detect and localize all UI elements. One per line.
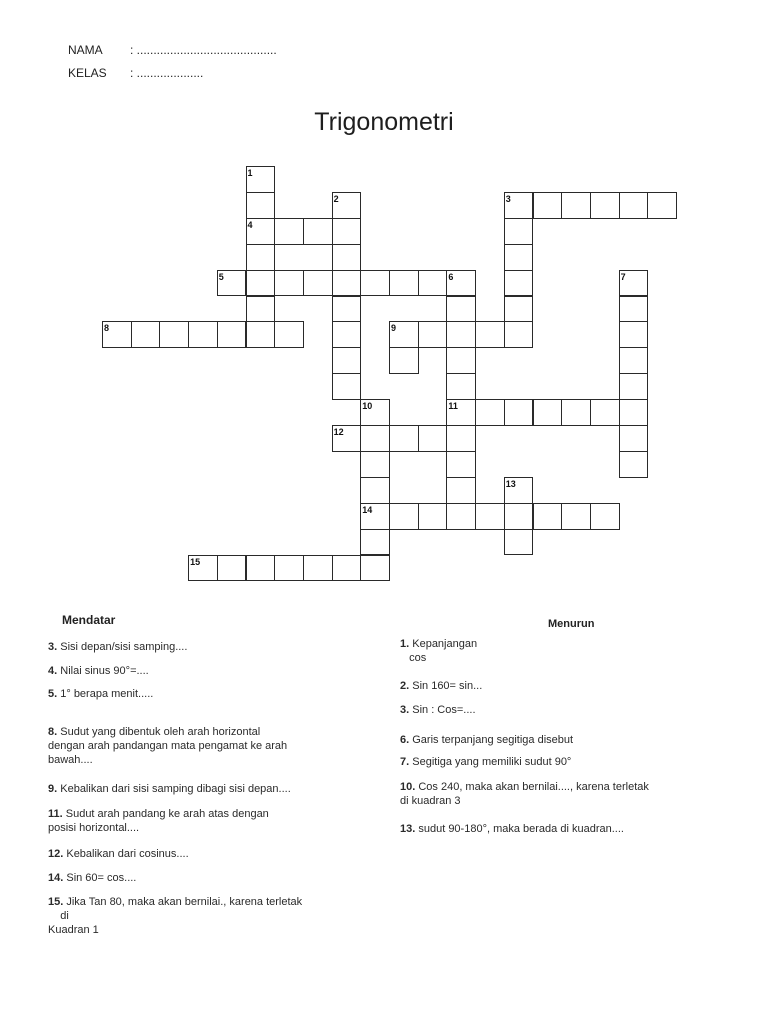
clue-number: 4. [48, 665, 58, 677]
clue-number-6: 6 [448, 271, 454, 282]
clue-text: Sin : Cos=.... [409, 704, 476, 716]
crossword-cell[interactable] [418, 321, 448, 348]
clue-text: Sisi depan/sisi samping.... [57, 641, 188, 653]
crossword-cell[interactable] [303, 555, 333, 582]
clue-text: Sudut yang dibentuk oleh arah horizontal [57, 726, 261, 738]
crossword-cell[interactable] [504, 218, 534, 245]
clue-number: 13. [400, 823, 416, 835]
crossword-cell[interactable] [159, 321, 189, 348]
crossword-cell[interactable] [360, 270, 390, 297]
crossword-cell[interactable] [619, 425, 649, 452]
crossword-cell[interactable] [188, 321, 218, 348]
crossword-cell[interactable] [303, 218, 333, 245]
menurun-clue [400, 733, 573, 747]
crossword-cell[interactable] [446, 296, 476, 323]
clue-number-15: 15 [190, 556, 201, 567]
menurun-clue [400, 822, 624, 836]
crossword-cell[interactable] [246, 244, 276, 271]
crossword-cell[interactable] [418, 503, 448, 530]
clue-text: Nilai sinus 90°=.... [57, 665, 149, 677]
crossword-cell[interactable] [561, 503, 591, 530]
clue-number: 11. [48, 808, 63, 820]
clue-number: 5. [48, 688, 58, 700]
crossword-cell[interactable] [504, 399, 534, 426]
clue-number: 3. [48, 641, 58, 653]
clue-text: Segitiga yang memiliki sudut 90° [409, 756, 572, 768]
clue-text-continued: posisi horizontal.... [48, 822, 140, 834]
clue-text: Kebalikan dari cosinus.... [63, 848, 189, 860]
clue-text: sudut 90-180°, maka berada di kuadran.... [415, 823, 624, 835]
crossword-cell[interactable] [274, 270, 304, 297]
mendatar-clue [48, 871, 136, 885]
crossword-cell[interactable] [561, 399, 591, 426]
clue-number-8: 8 [104, 323, 110, 334]
crossword-cell[interactable] [504, 244, 534, 271]
crossword-cell[interactable] [446, 373, 476, 400]
crossword-cell[interactable] [389, 425, 419, 452]
crossword-cell[interactable] [590, 192, 620, 219]
clue-text-continued: dengan arah pandangan mata pengamat ke arah bawah.... [48, 740, 288, 766]
crossword-cell[interactable] [475, 503, 505, 530]
crossword-cell[interactable] [504, 296, 534, 323]
crossword-cell[interactable] [504, 270, 534, 297]
clue-number: 2. [400, 680, 410, 692]
crossword-cell[interactable] [619, 373, 649, 400]
crossword-cell[interactable] [561, 192, 591, 219]
crossword-cell[interactable] [217, 555, 247, 582]
menurun-clue [400, 679, 482, 693]
crossword-cell[interactable] [533, 399, 563, 426]
mendatar-clue [48, 640, 187, 654]
crossword-cell[interactable] [446, 477, 476, 504]
clue-number: 7. [400, 756, 410, 768]
clue-number: 12. [48, 848, 64, 860]
crossword-cell[interactable] [418, 425, 448, 452]
crossword-cell[interactable] [619, 192, 649, 219]
nama-label: NAMA [68, 43, 103, 57]
crossword-cell[interactable] [446, 425, 476, 452]
crossword-cell[interactable] [619, 451, 649, 478]
clue-number-14: 14 [362, 504, 373, 515]
crossword-cell[interactable] [360, 529, 390, 556]
crossword-cell[interactable] [360, 477, 390, 504]
crossword-cell[interactable] [360, 555, 390, 582]
clue-number-7: 7 [620, 271, 626, 282]
clue-number: 14. [48, 872, 64, 884]
crossword-cell[interactable] [533, 192, 563, 219]
menurun-clue [400, 755, 571, 769]
crossword-cell[interactable] [619, 347, 649, 374]
crossword-cell[interactable] [590, 503, 620, 530]
crossword-cell[interactable] [619, 321, 649, 348]
crossword-cell[interactable] [360, 451, 390, 478]
crossword-cell[interactable] [647, 192, 677, 219]
clue-text: Sin 60= cos.... [63, 872, 137, 884]
menurun-clue [400, 703, 476, 717]
clue-number: 10. [400, 781, 416, 793]
crossword-cell[interactable] [619, 399, 649, 426]
crossword-cell[interactable] [446, 451, 476, 478]
crossword-cell[interactable] [332, 347, 362, 374]
crossword-cell[interactable] [360, 425, 390, 452]
clue-text-continued: di kuadran 3 [400, 795, 461, 807]
mendatar-clue [48, 725, 287, 767]
clue-number-4: 4 [247, 219, 253, 230]
mendatar-heading: Mendatar [62, 613, 116, 627]
mendatar-clue [48, 807, 269, 835]
clue-text: Kepanjangan [409, 638, 478, 650]
crossword-cell[interactable] [590, 399, 620, 426]
crossword-cell[interactable] [389, 270, 419, 297]
clue-number: 8. [48, 726, 58, 738]
crossword-cell[interactable] [332, 270, 362, 297]
crossword-cell[interactable] [533, 503, 563, 530]
mendatar-clue [48, 664, 149, 678]
crossword-cell[interactable] [131, 321, 161, 348]
kelas-label: KELAS [68, 66, 107, 80]
clue-number: 3. [400, 704, 410, 716]
mendatar-clue [48, 782, 291, 796]
crossword-cell[interactable] [475, 321, 505, 348]
clue-text: Sin 160= sin... [409, 680, 483, 692]
clue-number-5: 5 [218, 271, 224, 282]
clue-number: 6. [400, 734, 410, 746]
clue-number-1: 1 [247, 168, 253, 178]
clue-text: Cos 240, maka akan bernilai...., karena terletak [415, 781, 649, 793]
crossword-cell[interactable] [217, 321, 247, 348]
crossword-cell[interactable] [446, 321, 476, 348]
crossword-cell[interactable] [504, 503, 534, 530]
crossword-cell[interactable] [332, 555, 362, 582]
clue-text: Garis terpanjang segitiga disebut [409, 734, 574, 746]
mendatar-clue [48, 687, 153, 701]
crossword-cell[interactable] [389, 503, 419, 530]
clue-number-10: 10 [362, 401, 373, 412]
clue-number-9: 9 [391, 323, 397, 334]
crossword-cell[interactable] [504, 321, 534, 348]
menurun-clue [400, 780, 649, 808]
clue-text: Jika Tan 80, maka akan bernilai., karena terletak [63, 896, 303, 908]
clue-number-13: 13 [505, 478, 516, 489]
clue-text-continued: cos [400, 652, 427, 664]
mendatar-clue [48, 847, 189, 861]
clue-number-11: 11 [448, 401, 458, 412]
crossword-cell[interactable] [418, 270, 448, 297]
crossword-cell[interactable] [332, 296, 362, 323]
clue-text: Sudut arah pandang ke arah atas dengan [62, 808, 269, 820]
crossword-cell[interactable] [446, 503, 476, 530]
crossword-cell[interactable] [332, 373, 362, 400]
crossword-cell[interactable] [274, 321, 304, 348]
clue-text-continued: di Kuadran 1 [48, 910, 99, 936]
clue-number: 9. [48, 783, 58, 795]
crossword-cell[interactable] [475, 399, 505, 426]
crossword-cell[interactable] [504, 529, 534, 556]
clue-text: Kebalikan dari sisi samping dibagi sisi depan.... [57, 783, 291, 795]
crossword-cell[interactable] [246, 192, 276, 219]
crossword-cell[interactable] [389, 347, 419, 374]
crossword-cell[interactable] [274, 555, 304, 582]
crossword-cell[interactable] [246, 296, 276, 323]
crossword-cell[interactable] [332, 218, 362, 245]
crossword-cell[interactable] [246, 270, 276, 297]
crossword-cell[interactable] [274, 218, 304, 245]
nama-value: : .......................................... [130, 43, 277, 57]
crossword-cell[interactable] [619, 296, 649, 323]
clue-number: 1. [400, 638, 410, 650]
mendatar-clue [48, 895, 302, 937]
crossword-cell[interactable] [332, 244, 362, 271]
clue-number: 15. [48, 896, 64, 908]
clue-number-3: 3 [505, 193, 511, 204]
clue-number-2: 2 [333, 193, 339, 204]
clue-text: 1° berapa menit..... [57, 688, 154, 700]
crossword-cell[interactable] [246, 321, 276, 348]
crossword-cell[interactable] [246, 555, 276, 582]
crossword-cell[interactable] [332, 321, 362, 348]
clue-number-12: 12 [333, 427, 344, 437]
crossword-cell[interactable] [303, 270, 333, 297]
kelas-value: : .................... [130, 66, 204, 80]
page-title: Trigonometri [314, 108, 454, 136]
crossword-cell[interactable] [446, 347, 476, 374]
menurun-clue [400, 637, 477, 665]
menurun-heading: Menurun [548, 618, 595, 630]
